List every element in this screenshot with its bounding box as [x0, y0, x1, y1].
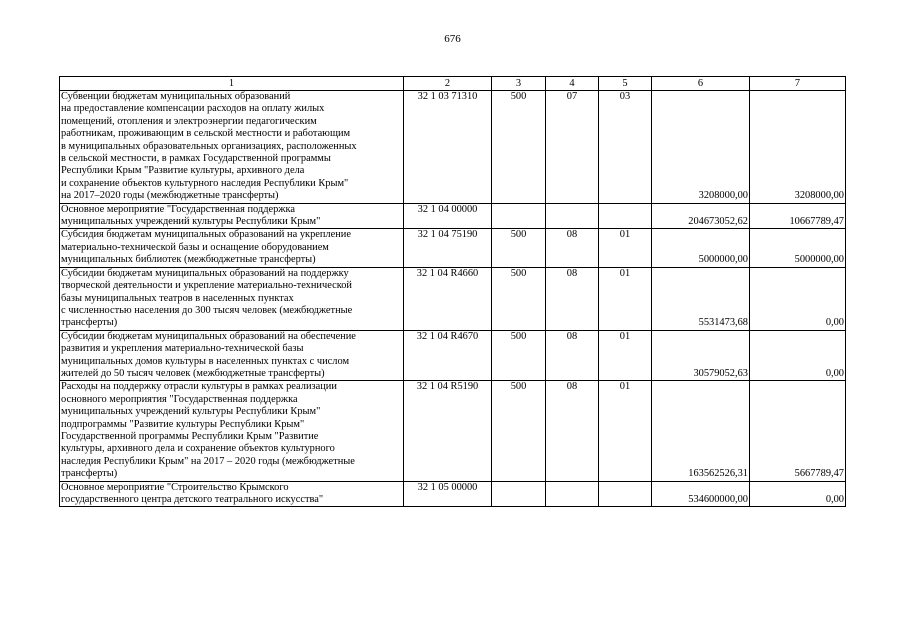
row-col5: 03	[599, 91, 652, 204]
description-line: Субсидии бюджетам муниципальных образований на поддержку	[61, 267, 349, 279]
row-col3	[492, 481, 546, 507]
description-line: государственного центра детского театрального искусства"	[61, 494, 324, 505]
description-line: Основное мероприятие "Строительство Крымского	[61, 481, 289, 493]
col-header-2: 2	[404, 77, 492, 91]
row-code: 32 1 04 R4670	[404, 330, 492, 381]
col-header-4: 4	[546, 77, 599, 91]
table-row	[60, 267, 846, 330]
row-description	[60, 203, 404, 229]
table-row	[60, 381, 846, 481]
table-row	[60, 481, 846, 507]
row-col3: 500	[492, 330, 546, 381]
row-amount-6: 3208000,00	[652, 91, 750, 204]
col-header-5: 5	[599, 77, 652, 91]
description-line: помещений, отопления и электроэнергии педагогическим	[61, 115, 317, 127]
row-code: 32 1 05 00000	[404, 481, 492, 507]
row-amount-7: 0,00	[750, 330, 846, 381]
row-col5: 01	[599, 229, 652, 267]
table-row	[60, 229, 846, 267]
description-line: Субвенции бюджетам муниципальных образований	[61, 91, 291, 102]
row-col4: 07	[546, 91, 599, 204]
col-header-1: 1	[60, 77, 404, 91]
row-amount-7: 5000000,00	[750, 229, 846, 267]
description-line: муниципальных учреждений культуры Республики Крым"	[61, 406, 321, 418]
row-col4	[546, 203, 599, 229]
row-amount-6: 5531473,68	[652, 267, 750, 330]
description-line: работникам, проживающим в сельской местности и работающим	[61, 128, 351, 140]
row-col5: 01	[599, 330, 652, 381]
row-col3: 500	[492, 91, 546, 204]
table-body	[60, 91, 846, 507]
page-number: 676	[444, 33, 461, 45]
row-code: 32 1 04 R4660	[404, 267, 492, 330]
table-row	[60, 91, 846, 204]
row-col3	[492, 203, 546, 229]
row-code: 32 1 04 R5190	[404, 381, 492, 481]
description-line: в сельской местности, в рамках Государственной программы	[61, 153, 331, 165]
description-line: наследия Республики Крым" на 2017 – 2020 годы (межбюджетные	[61, 455, 355, 467]
header-row	[60, 77, 846, 91]
description-line: Государственной программы Республики Крым "Развитие	[61, 430, 319, 442]
description-line: на 2017–2020 годы (межбюджетные трансферты)	[61, 190, 279, 202]
description-line: Субсидия бюджетам муниципальных образований на укрепление	[61, 229, 351, 241]
row-amount-6: 204673052,62	[652, 203, 750, 229]
row-amount-7: 3208000,00	[750, 91, 846, 204]
description-line: трансферты)	[61, 317, 118, 329]
col-header-3: 3	[492, 77, 546, 91]
row-col4: 08	[546, 229, 599, 267]
row-description	[60, 330, 404, 381]
table-row	[60, 330, 846, 381]
row-col5	[599, 203, 652, 229]
description-line: муниципальных учреждений культуры Республики Крым"	[61, 216, 321, 228]
row-amount-7: 0,00	[750, 267, 846, 330]
row-description	[60, 229, 404, 267]
description-line: подпрограммы "Развитие культуры Республики Крым"	[61, 418, 305, 430]
table-header	[60, 77, 846, 91]
row-col5: 01	[599, 381, 652, 481]
row-amount-6: 163562526,31	[652, 381, 750, 481]
row-amount-7: 0,00	[750, 481, 846, 507]
row-col4: 08	[546, 381, 599, 481]
description-line: развития и укрепления материально-технической базы	[61, 343, 304, 355]
row-code: 32 1 04 00000	[404, 203, 492, 229]
description-line: с численностью населения до 300 тысяч человек (межбюджетные	[61, 304, 353, 316]
description-line: Субсидии бюджетам муниципальных образований на обеспечение	[61, 330, 356, 342]
row-col4	[546, 481, 599, 507]
row-description	[60, 91, 404, 204]
description-line: Основное мероприятие "Государственная поддержка	[61, 203, 295, 215]
description-line: на предоставление компенсации расходов на оплату жилых	[61, 103, 325, 115]
description-line: муниципальных библиотек (межбюджетные трансферты)	[61, 254, 316, 266]
description-line: Расходы на поддержку отрасли культуры в рамках реализации	[61, 381, 337, 393]
description-line: в муниципальных образовательных организациях, расположенных	[61, 140, 357, 152]
row-amount-6: 30579052,63	[652, 330, 750, 381]
row-code: 32 1 04 75190	[404, 229, 492, 267]
row-amount-7: 5667789,47	[750, 381, 846, 481]
description-line: материально-технической базы и оснащение оборудованием	[61, 241, 329, 253]
description-line: и сохранение объектов культурного наследия Республики Крым"	[61, 177, 349, 189]
row-col4: 08	[546, 267, 599, 330]
row-col3: 500	[492, 267, 546, 330]
row-col4: 08	[546, 330, 599, 381]
row-col5: 01	[599, 267, 652, 330]
row-col3: 500	[492, 381, 546, 481]
description-line: жителей до 50 тысяч человек (межбюджетные трансферты)	[61, 367, 325, 379]
description-line: муниципальных домов культуры в населенных пунктах с числом	[61, 355, 350, 367]
row-col5	[599, 481, 652, 507]
row-amount-7: 10667789,47	[750, 203, 846, 229]
budget-table	[59, 76, 846, 507]
description-line: культуры, архивного дела и сохранение объектов культурного	[61, 443, 335, 455]
row-description	[60, 267, 404, 330]
row-description	[60, 481, 404, 507]
col-header-7: 7	[750, 77, 846, 91]
row-code: 32 1 03 71310	[404, 91, 492, 204]
description-line: основного мероприятия "Государственная поддержка	[61, 393, 298, 405]
description-line: трансферты)	[61, 468, 118, 480]
row-amount-6: 534600000,00	[652, 481, 750, 507]
description-line: творческой деятельности и укрепление материально-технической	[61, 280, 352, 292]
table-row	[60, 203, 846, 229]
col-header-6: 6	[652, 77, 750, 91]
description-line: базы муниципальных театров в населенных пунктах	[61, 292, 294, 304]
row-col3: 500	[492, 229, 546, 267]
row-amount-6: 5000000,00	[652, 229, 750, 267]
description-line: Республики Крым "Развитие культуры, архивного дела	[61, 165, 305, 177]
row-description	[60, 381, 404, 481]
